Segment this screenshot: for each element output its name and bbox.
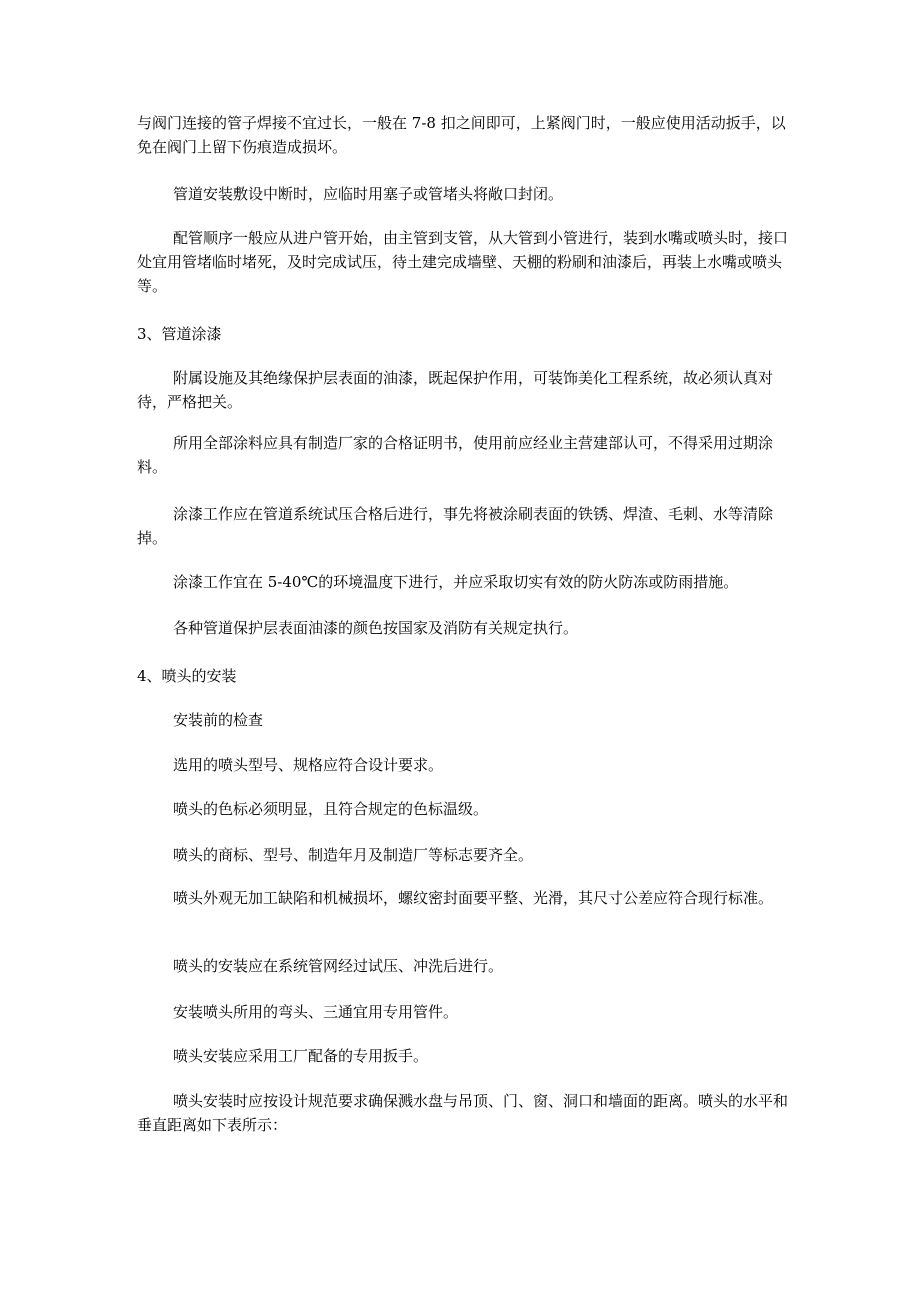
heading-pipe-painting: 3、管道涂漆 xyxy=(137,325,222,343)
paragraph-appearance: 喷头外观无加工缺陷和机械损坏，螺纹密封面要平整、光滑，其尺寸公差应符合现行标准。 xyxy=(173,889,774,907)
paragraph-piping-sequence: 配管顺序一般应从进户管开始，由主管到支管，从大管到小管进行，装到水嘴或喷头时，接口处宜用管堵临时堵死，及时完成试压，待土建完成墙壁、天棚的粉刷和油漆后，再装上水嘴或喷头等。 xyxy=(137,229,789,295)
paragraph-install-after-test: 喷头的安装应在系统管网经过试压、冲洗后进行。 xyxy=(173,957,504,975)
paragraph-valve-welding: 与阀门连接的管子焊接不宜过长，一般在 7-8 扣之间即可，上紧阀门时，一般应使用活动扳手，以免在阀门上留下伤痕造成损坏。 xyxy=(137,114,786,156)
paragraph-markings: 喷头的商标、型号、制造年月及制造厂等标志要齐全。 xyxy=(173,846,534,864)
paragraph-paint-purpose: 附属设施及其绝缘保护层表面的油漆，既起保护作用，可装饰美化工程系统，故必须认真对待，严格把关。 xyxy=(137,369,774,411)
paragraph-fittings: 安装喷头所用的弯头、三通宜用专用管件。 xyxy=(173,1003,459,1021)
paragraph-interruption-seal: 管道安装敷设中断时，应临时用塞子或管堵头将敞口封闭。 xyxy=(173,185,564,203)
paragraph-paint-temperature: 涂漆工作宜在 5-40℃的环境温度下进行，并应采取切实有效的防火防冻或防雨措施。 xyxy=(173,573,739,591)
paragraph-pre-check: 安装前的检查 xyxy=(173,711,264,729)
paragraph-paint-color: 各种管道保护层表面油漆的颜色按国家及消防有关规定执行。 xyxy=(173,619,579,637)
paragraph-paint-timing: 涂漆工作应在管道系统试压合格后进行，事先将被涂刷表面的铁锈、焊渣、毛刺、水等清除掉。 xyxy=(137,505,774,547)
heading-sprinkler-install: 4、喷头的安装 xyxy=(137,667,237,685)
paragraph-model-spec: 选用的喷头型号、规格应符合设计要求。 xyxy=(173,756,444,774)
paragraph-paint-certificate: 所用全部涂料应具有制造厂家的合格证明书，使用前应经业主营建部认可，不得采用过期涂料。 xyxy=(137,434,774,476)
paragraph-clearance: 喷头安装时应按设计规范要求确保溅水盘与吊顶、门、窗、洞口和墙面的距离。喷头的水平和垂直距离如下表所示： xyxy=(137,1092,789,1134)
paragraph-wrench: 喷头安装应采用工厂配备的专用扳手。 xyxy=(173,1047,429,1065)
paragraph-color-code: 喷头的色标必须明显，且符合规定的色标温级。 xyxy=(173,800,489,818)
